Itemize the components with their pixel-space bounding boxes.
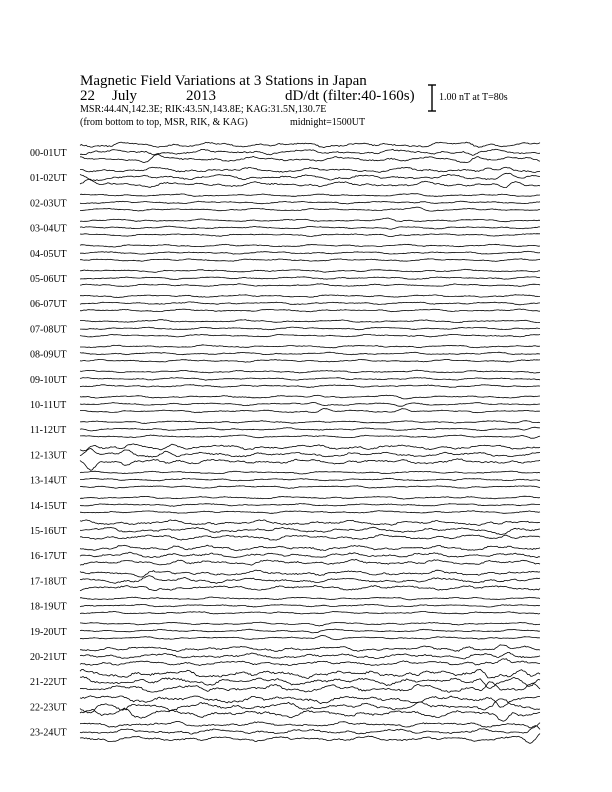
hour-label: 11-12UT — [30, 425, 67, 437]
station-trace — [80, 167, 540, 172]
station-trace — [80, 545, 540, 551]
station-trace — [80, 218, 540, 222]
station-trace — [80, 345, 540, 348]
station-trace — [80, 708, 540, 721]
station-trace — [80, 149, 540, 155]
station-trace — [80, 659, 540, 666]
hour-label: 21-22UT — [30, 677, 67, 689]
hour-label: 00-01UT — [30, 148, 67, 159]
station-trace — [80, 320, 540, 323]
station-trace — [80, 520, 540, 526]
station-trace — [80, 486, 540, 489]
scale-bar — [427, 84, 437, 112]
hour-label: 14-15UT — [30, 500, 67, 512]
station-trace — [80, 734, 540, 744]
station-trace — [80, 421, 540, 424]
hour-label: 17-18UT — [30, 576, 67, 588]
station-trace — [80, 194, 540, 197]
station-trace — [80, 234, 540, 237]
station-trace — [80, 370, 540, 373]
hour-label: 13-14UT — [30, 475, 67, 487]
station-trace — [80, 277, 540, 280]
station-trace — [80, 682, 540, 693]
hour-label: 09-10UT — [30, 374, 67, 386]
station-trace — [80, 576, 540, 584]
station-coordinates: MSR:44.4N,142.3E; RIK:43.5N,143.8E; KAG:31.5N,130.7E — [80, 104, 327, 115]
hour-label: 01-02UT — [30, 173, 67, 185]
station-trace — [80, 636, 540, 640]
station-trace — [80, 295, 540, 298]
station-trace — [80, 511, 540, 514]
station-trace — [80, 207, 540, 211]
station-trace — [80, 309, 540, 312]
station-trace — [80, 409, 540, 413]
station-trace — [80, 699, 540, 713]
station-trace — [80, 622, 540, 626]
station-trace — [80, 597, 540, 600]
trace-order-note: (from bottom to top, MSR, RIK, & KAG) — [80, 117, 248, 128]
quantity-label: dD/dt (filter:40-160s) — [285, 88, 415, 104]
date-month: July — [112, 88, 138, 104]
station-trace — [80, 179, 540, 187]
station-trace — [80, 535, 540, 541]
station-trace — [80, 726, 540, 735]
station-trace — [80, 504, 540, 507]
magnetogram-plot — [0, 130, 612, 792]
station-trace — [80, 359, 540, 362]
hour-label: 19-20UT — [30, 626, 67, 638]
station-trace — [80, 403, 540, 407]
station-trace — [80, 173, 540, 180]
station-trace — [80, 385, 540, 388]
station-trace — [80, 284, 540, 287]
hour-label: 20-21UT — [30, 652, 67, 663]
station-trace — [80, 471, 540, 474]
station-trace — [80, 669, 540, 678]
date-year: 2013 — [186, 88, 216, 104]
hour-label: 02-03UT — [30, 198, 67, 210]
hour-label: 10-11UT — [30, 400, 67, 411]
station-trace — [80, 251, 540, 254]
hour-label: 08-09UT — [30, 349, 67, 361]
chart-title: Magnetic Field Variations at 3 Stations in Japan — [80, 73, 367, 89]
station-trace — [80, 259, 540, 262]
station-trace — [80, 721, 540, 728]
hour-label: 06-07UT — [30, 299, 67, 311]
station-trace — [80, 559, 540, 565]
station-trace — [80, 226, 540, 229]
hour-label: 03-04UT — [30, 223, 67, 235]
hour-label: 16-17UT — [30, 551, 67, 563]
station-trace — [80, 395, 540, 399]
station-trace — [80, 552, 540, 557]
station-trace — [80, 449, 540, 458]
date-day: 22 — [80, 88, 95, 104]
station-trace — [80, 611, 540, 614]
station-trace — [80, 604, 540, 607]
station-trace — [80, 427, 540, 431]
hour-label: 05-06UT — [30, 274, 67, 285]
station-trace — [80, 478, 540, 481]
station-trace — [80, 244, 540, 247]
hour-label: 22-23UT — [30, 702, 67, 714]
hour-label: 18-19UT — [30, 601, 67, 613]
station-trace — [80, 527, 540, 534]
station-trace — [80, 459, 540, 471]
station-trace — [80, 154, 540, 162]
station-trace — [80, 142, 540, 148]
station-trace — [80, 334, 540, 337]
station-trace — [80, 496, 540, 499]
station-trace — [80, 302, 540, 305]
scale-label: 1.00 nT at T=80s — [439, 92, 508, 103]
station-trace — [80, 201, 540, 204]
station-trace — [80, 352, 540, 355]
station-trace — [80, 629, 540, 633]
hour-label: 07-08UT — [30, 324, 67, 336]
hour-label: 12-13UT — [30, 450, 67, 462]
midnight-note: midnight=1500UT — [290, 117, 366, 128]
station-trace — [80, 269, 540, 272]
station-trace — [80, 645, 540, 652]
station-trace — [80, 435, 540, 438]
station-trace — [80, 586, 540, 591]
station-trace — [80, 444, 540, 451]
hour-label: 23-24UT — [30, 727, 67, 739]
station-trace — [80, 652, 540, 659]
hour-label: 15-16UT — [30, 526, 67, 537]
station-trace — [80, 327, 540, 330]
station-trace — [80, 677, 540, 689]
station-trace — [80, 378, 540, 381]
hour-label: 04-05UT — [30, 248, 67, 260]
